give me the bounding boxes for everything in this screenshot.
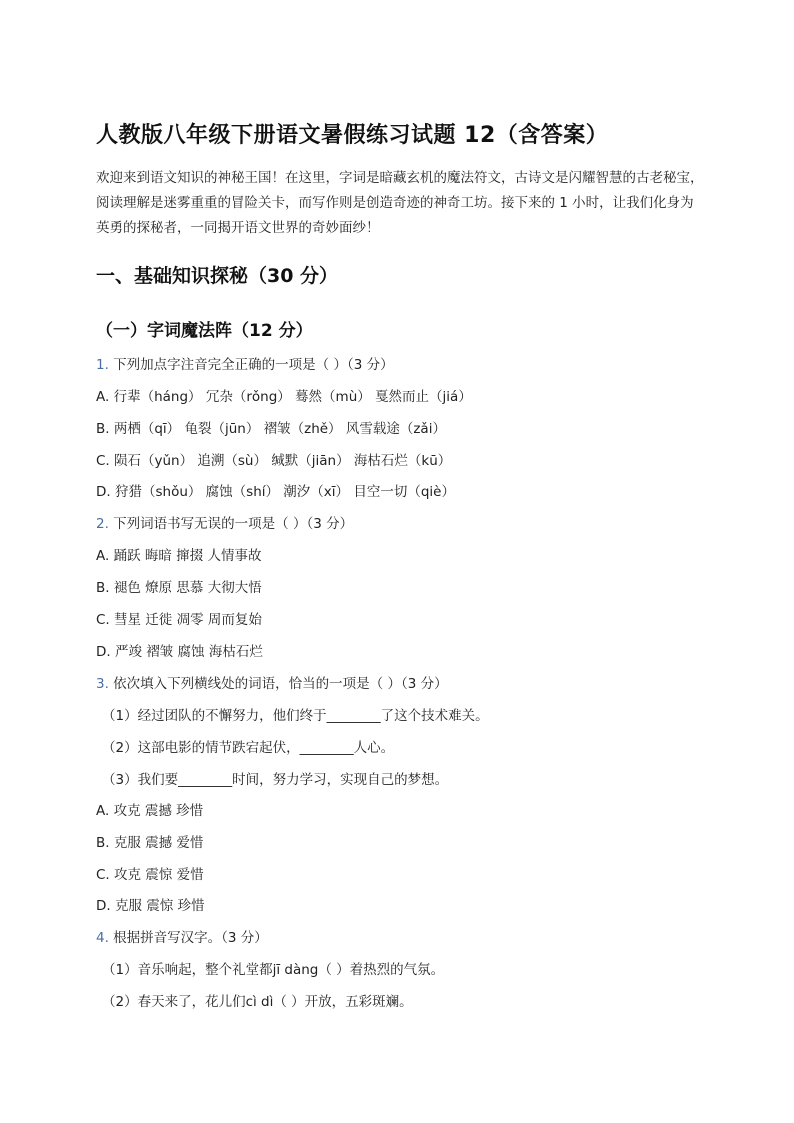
q3-option-c: C. 攻克 震惊 爱惜	[96, 867, 204, 883]
q3-option-b: B. 克服 震撼 爱惜	[96, 835, 204, 851]
q2-option-a: A. 踊跃 晦暗 撺掇 人情事故	[96, 548, 262, 564]
q2-option-c: C. 彗星 迁徙 凋零 周而复始	[96, 612, 262, 628]
q3-sentence-3: （3）我们要________时间，努力学习，实现自己的梦想。	[102, 772, 449, 788]
question-text: 依次填入下列横线处的词语，恰当的一项是（ ）（3 分）	[108, 676, 448, 692]
question-3-stem	[96, 674, 448, 694]
question-text: 下列加点字注音完全正确的一项是（ ）（3 分）	[108, 357, 394, 373]
question-2-stem	[96, 514, 353, 534]
question-4-stem	[96, 928, 268, 948]
q3-sentence-1: （1）经过团队的不懈努力，他们终于________了这个技术难关。	[102, 708, 489, 724]
subsection-heading: （一）字词魔法阵（12 分）	[96, 321, 313, 341]
q2-option-d: D. 严竣 褶皱 腐蚀 海枯石烂	[96, 644, 263, 660]
section-heading: 一、基础知识探秘（30 分）	[96, 265, 339, 287]
q4-sentence-2: （2）春天来了，花儿们cì dì（ ）开放，五彩斑斓。	[102, 994, 413, 1010]
question-text: 根据拼音写汉字。（3 分）	[108, 930, 268, 946]
q1-option-c: C. 陨石（yǔn） 追溯（sù） 缄默（jiān） 海枯石烂（kū）	[96, 453, 452, 469]
question-number: 3.	[96, 676, 109, 692]
q2-option-b: B. 褪色 燎原 思慕 大彻大悟	[96, 580, 262, 596]
question-1-stem	[96, 355, 394, 375]
question-number: 2.	[96, 516, 109, 532]
question-text: 下列词语书写无误的一项是（ ）（3 分）	[108, 516, 354, 532]
intro-paragraph: 欢迎来到语文知识的神秘王国！在这里，字词是暗藏玄机的魔法符文，古诗文是闪耀智慧的古老秘宝，阅读理解是迷雾重重的冒险关卡，而写作则是创造奇迹的神奇工坊。接下来的 1 小时，让我们化身为英勇的探秘者，一同揭开语文世界的奇妙面纱！	[96, 170, 704, 236]
document-title: 人教版八年级下册语文暑假练习试题 12（含答案）	[96, 123, 609, 148]
q3-sentence-2: （2）这部电影的情节跌宕起伏，________人心。	[102, 740, 395, 756]
question-number: 4.	[96, 930, 109, 946]
q1-option-b: B. 两栖（qī） 龟裂（jūn） 褶皱（zhě） 风雪载途（zǎi）	[96, 421, 446, 437]
question-number: 1.	[96, 357, 109, 373]
q1-option-d: D. 狩猎（shǒu） 腐蚀（shí） 潮汐（xī） 目空一切（qiè）	[96, 484, 455, 500]
q4-sentence-1: （1）音乐响起，整个礼堂都jī dàng（ ）着热烈的气氛。	[102, 962, 445, 978]
q3-option-a: A. 攻克 震撼 珍惜	[96, 803, 204, 819]
q3-option-d: D. 克服 震惊 珍惜	[96, 898, 205, 914]
q1-option-a: A. 行辈（háng） 冗杂（rǒng） 蓦然（mù） 戛然而止（jiá）	[96, 389, 472, 405]
